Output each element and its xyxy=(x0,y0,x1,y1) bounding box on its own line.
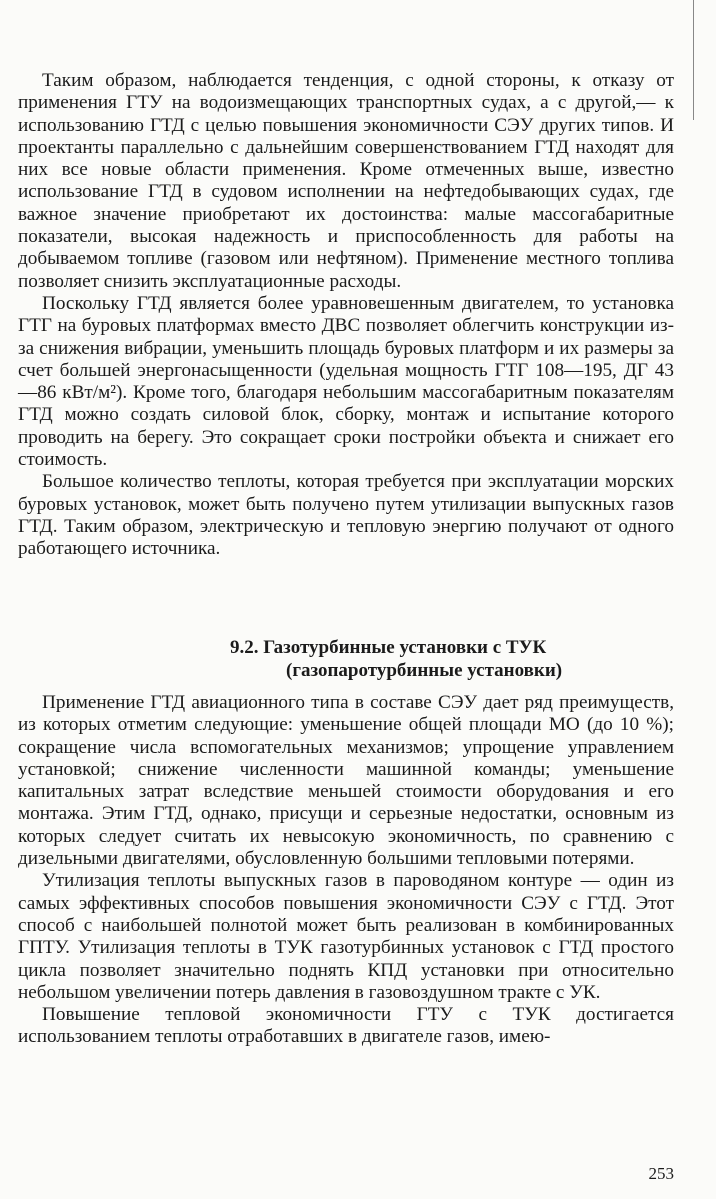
paragraph: Утилизация теплоты выпускных газов в пароводяном контуре — один из самых эффективных способов повышения экономичности СЭУ с ГТД. Этот способ с наибольшей полнотой может быть реализован в комбинированных ГПТУ. Утилизация теплоты в ТУК газотурбинных установок с ГТД простого цикла позволяет значительно поднять КПД установки при относительно небольшом увеличении потерь давления в газовоздушном тракте с УК. xyxy=(18,870,674,1003)
page-number: 253 xyxy=(648,1164,674,1183)
section-2-body xyxy=(18,692,674,1049)
paragraph: Поскольку ГТД является более уравновешенным двигателем, то установка ГТГ на буровых платформах вместо ДВС позволяет облегчить конструкции из-за снижения вибрации, уменьшить площадь буровых платформ и их размеры за счет большей энергонасыщенности (удельная мощность ГТГ 108—195, ДГ 43—86 кВт/м²). Кроме того, благодаря небольшим массогабаритным показателям ГТД можно создать силовой блок, сборку, монтаж и испытание которого проводить на берегу. Это сокращает сроки постройки объекта и снижает его стоимость. xyxy=(18,292,674,471)
paragraph: Повышение тепловой экономичности ГТУ с ТУК достигается использованием теплоты отработавших в двигателе газов, имею- xyxy=(18,1004,674,1048)
heading-line-1: 9.2. Газотурбинные установки с ТУК xyxy=(230,637,547,658)
heading-line-2: (газопаротурбинные установки) xyxy=(286,660,563,681)
paragraph: Применение ГТД авиационного типа в составе СЭУ дает ряд преимуществ, из которых отметим следующие: уменьшение общей площади МО (до 10 %); сокращение числа вспомогательных механизмов; упрощение управлением установкой; снижение численности машинной команды; уменьшение капитальных затрат вследствие меньшей стоимости оборудования и его монтажа. Этим ГТД, однако, присущи и серьезные недостатки, основным из которых следует считать их невысокую экономичность, по сравнению с дизельными двигателями, обусловленную большими тепловыми потерями. xyxy=(18,692,674,870)
paragraph: Большое количество теплоты, которая требуется при эксплуатации морских буровых установок, может быть получено путем утилизации выпускных газов ГТД. Таким образом, электрическую и тепловую энергию получают от одного работающего источника. xyxy=(18,471,674,560)
page-edge-line xyxy=(693,0,694,120)
paragraph: Таким образом, наблюдается тенденция, с одной стороны, к отказу от применения ГТУ на водоизмещающих транспортных судах, а с другой,— к использованию ГТД с целью повышения экономичности СЭУ других типов. И проектанты параллельно с дальнейшим совершенствованием ГТД находят для них все новые области применения. Кроме отмеченных выше, известно использование ГТД в судовом исполнении на нефтедобывающих судах, где важное значение приобретают их достоинства: малые массогабаритные показатели, высокая надежность и приспособленность для работы на добываемом топливе (газовом или нефтяном). Применение местного топлива позволяет снизить эксплуатационные расходы. xyxy=(18,70,674,292)
section-heading xyxy=(230,636,670,682)
section-1-body xyxy=(18,70,674,561)
